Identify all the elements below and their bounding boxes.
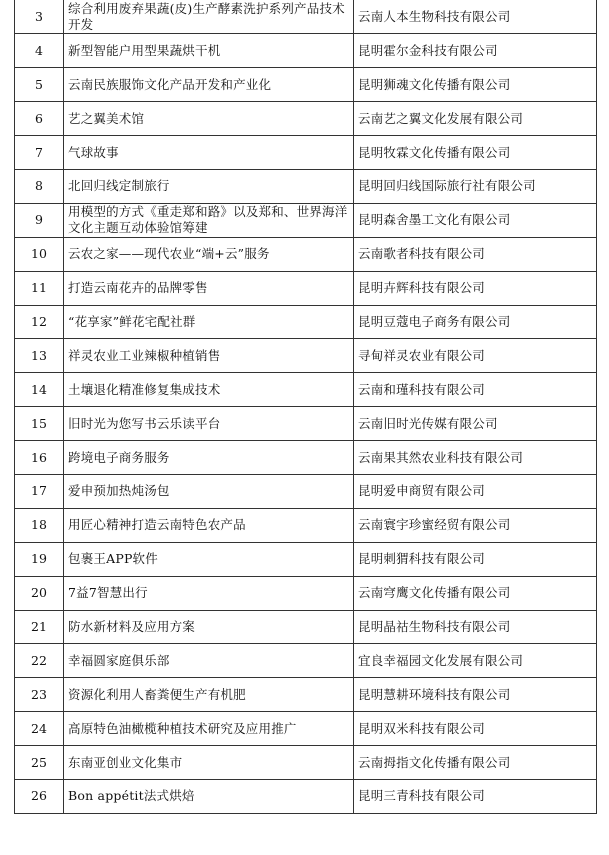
company-name: 云南拇指文化传播有限公司	[354, 746, 597, 780]
table-row	[15, 610, 597, 644]
company-name: 昆明双米科技有限公司	[354, 712, 597, 746]
project-name: Bon appétit法式烘焙	[64, 779, 354, 813]
table-row	[15, 746, 597, 780]
row-number: 17	[15, 474, 64, 508]
company-name: 宜良幸福园文化发展有限公司	[354, 644, 597, 678]
company-name: 昆明霍尔金科技有限公司	[354, 34, 597, 68]
company-name: 昆明森舍墨工文化有限公司	[354, 203, 597, 237]
table-row	[15, 678, 597, 712]
company-name: 昆明晶祜生物科技有限公司	[354, 610, 597, 644]
table-row	[15, 169, 597, 203]
row-number: 20	[15, 576, 64, 610]
table-row	[15, 34, 597, 68]
project-name: 资源化利用人畜粪便生产有机肥	[64, 678, 354, 712]
table-row	[15, 0, 597, 34]
row-number: 4	[15, 34, 64, 68]
project-name: 防水新材料及应用方案	[64, 610, 354, 644]
row-number: 11	[15, 271, 64, 305]
row-number: 19	[15, 542, 64, 576]
row-number: 7	[15, 136, 64, 170]
table-row	[15, 474, 597, 508]
row-number: 12	[15, 305, 64, 339]
table-row	[15, 407, 597, 441]
project-name: 包裹王APP软件	[64, 542, 354, 576]
row-number: 18	[15, 508, 64, 542]
company-name: 昆明卉辉科技有限公司	[354, 271, 597, 305]
table-row	[15, 237, 597, 271]
project-name: 旧时光为您写书云乐读平台	[64, 407, 354, 441]
company-name: 云南歌者科技有限公司	[354, 237, 597, 271]
row-number: 10	[15, 237, 64, 271]
company-name: 寻甸祥灵农业有限公司	[354, 339, 597, 373]
project-name: 跨境电子商务服务	[64, 441, 354, 475]
row-number: 21	[15, 610, 64, 644]
project-name: 东南亚创业文化集市	[64, 746, 354, 780]
company-name: 昆明回归线国际旅行社有限公司	[354, 169, 597, 203]
company-name: 云南和瑾科技有限公司	[354, 373, 597, 407]
table-row	[15, 373, 597, 407]
row-number: 8	[15, 169, 64, 203]
row-number: 6	[15, 102, 64, 136]
table-row	[15, 576, 597, 610]
company-name: 云南果其然农业科技有限公司	[354, 441, 597, 475]
company-name: 昆明三青科技有限公司	[354, 779, 597, 813]
project-name: 幸福圆家庭俱乐部	[64, 644, 354, 678]
project-name: 云农之家——现代农业“端+云”服务	[64, 237, 354, 271]
company-name: 昆明狮魂文化传播有限公司	[354, 68, 597, 102]
table-row	[15, 136, 597, 170]
project-name: 北回归线定制旅行	[64, 169, 354, 203]
project-name: 祥灵农业工业辣椒种植销售	[64, 339, 354, 373]
project-name: 气球故事	[64, 136, 354, 170]
row-number: 13	[15, 339, 64, 373]
table-row	[15, 508, 597, 542]
company-name: 昆明刺猬科技有限公司	[354, 542, 597, 576]
row-number: 9	[15, 203, 64, 237]
project-name: 打造云南花卉的品牌零售	[64, 271, 354, 305]
row-number: 3	[15, 0, 64, 34]
table-row	[15, 542, 597, 576]
project-name: 用模型的方式《重走郑和路》以及郑和、世界海洋文化主题互动体验馆筹建	[64, 203, 354, 237]
project-name: 用匠心精神打造云南特色农产品	[64, 508, 354, 542]
project-name: 综合利用废弃果蔬(皮)生产酵素洗护系列产品技术开发	[64, 0, 354, 34]
project-name: 云南民族服饰文化产品开发和产业化	[64, 68, 354, 102]
company-name: 云南旧时光传媒有限公司	[354, 407, 597, 441]
company-name: 云南穹鹰文化传播有限公司	[354, 576, 597, 610]
company-name: 昆明爱申商贸有限公司	[354, 474, 597, 508]
project-table-body	[15, 0, 597, 813]
document-sheet	[14, 0, 596, 814]
project-name: 爱申预加热炖汤包	[64, 474, 354, 508]
project-name: 艺之翼美术馆	[64, 102, 354, 136]
table-row	[15, 644, 597, 678]
row-number: 23	[15, 678, 64, 712]
company-name: 昆明豆蔻电子商务有限公司	[354, 305, 597, 339]
company-name: 云南人本生物科技有限公司	[354, 0, 597, 34]
row-number: 25	[15, 746, 64, 780]
project-name: 新型智能户用型果蔬烘干机	[64, 34, 354, 68]
table-row	[15, 339, 597, 373]
row-number: 5	[15, 68, 64, 102]
row-number: 15	[15, 407, 64, 441]
table-row	[15, 441, 597, 475]
project-table	[14, 0, 597, 814]
table-row	[15, 271, 597, 305]
company-name: 云南寰宇珍蜜经贸有限公司	[354, 508, 597, 542]
table-row	[15, 779, 597, 813]
company-name: 昆明牧霖文化传播有限公司	[354, 136, 597, 170]
company-name: 昆明慧耕环境科技有限公司	[354, 678, 597, 712]
table-row	[15, 203, 597, 237]
project-name: “花享家”鲜花宅配社群	[64, 305, 354, 339]
row-number: 14	[15, 373, 64, 407]
company-name: 云南艺之翼文化发展有限公司	[354, 102, 597, 136]
table-row	[15, 102, 597, 136]
row-number: 24	[15, 712, 64, 746]
table-row	[15, 712, 597, 746]
project-name: 土壤退化精准修复集成技术	[64, 373, 354, 407]
row-number: 22	[15, 644, 64, 678]
table-row	[15, 68, 597, 102]
project-name: 7益7智慧出行	[64, 576, 354, 610]
table-row	[15, 305, 597, 339]
row-number: 26	[15, 779, 64, 813]
project-name: 高原特色油橄榄种植技术研究及应用推广	[64, 712, 354, 746]
row-number: 16	[15, 441, 64, 475]
